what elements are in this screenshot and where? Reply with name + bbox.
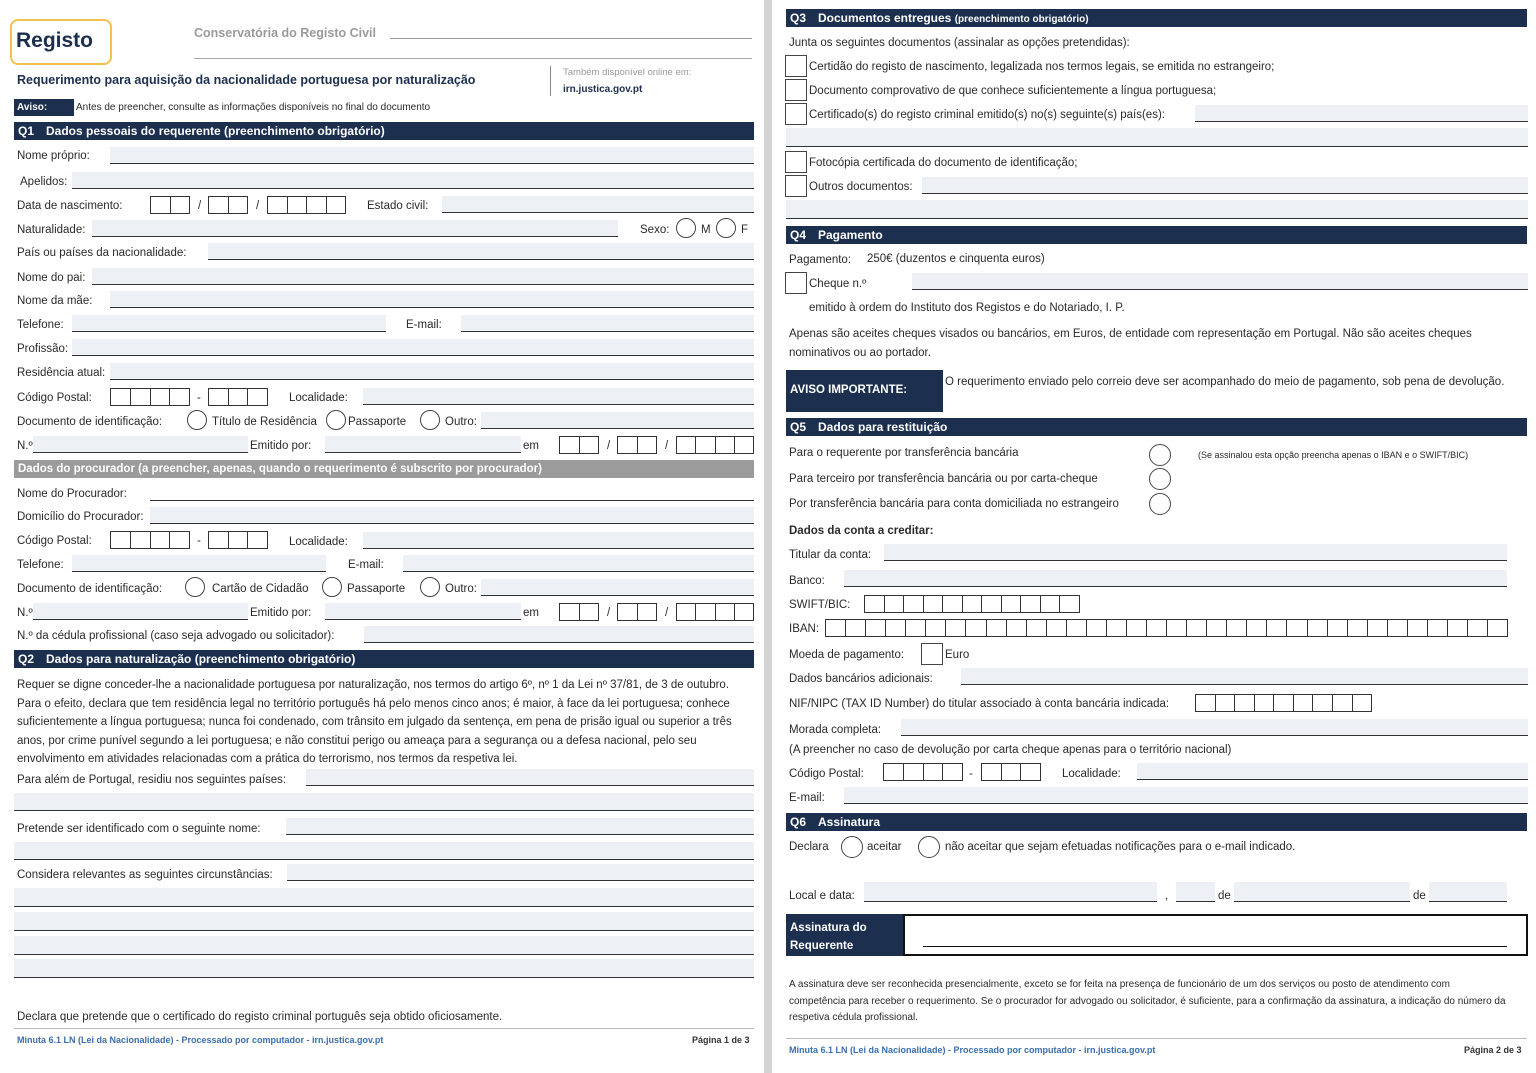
procurador-email-label: E-mail:: [348, 559, 384, 571]
circunstancias-field-3[interactable]: [14, 912, 754, 931]
pai-field[interactable]: [92, 268, 754, 285]
outros-documentos-field-1[interactable]: [922, 177, 1528, 194]
cp-dash: -: [197, 392, 201, 404]
nome-label: Nome próprio:: [17, 150, 90, 162]
telefone-field[interactable]: [72, 315, 386, 332]
apelidos-label: Apelidos:: [20, 176, 68, 188]
declara-label: Declara: [789, 841, 829, 853]
identificado-field-2[interactable]: [14, 842, 754, 860]
q3-intro: Junta os seguintes documentos (assinalar as opções pretendidas):: [789, 37, 1130, 49]
aceitar-radio[interactable]: [841, 836, 863, 858]
localidade-label: Localidade:: [289, 392, 348, 404]
circunstancias-label: Considera relevantes as seguintes circunstâncias:: [17, 869, 273, 881]
q3-number: Q3: [790, 11, 807, 25]
passaporte-label: Passaporte: [348, 416, 407, 428]
em-label: em: [523, 440, 539, 452]
registo-criminal-field-2[interactable]: [786, 128, 1528, 147]
circunstancias-field-5[interactable]: [14, 959, 754, 978]
titulo-residencia-label: Título de Residência: [212, 416, 317, 428]
fotocopia-checkbox[interactable]: [785, 151, 807, 173]
online-url[interactable]: irn.justica.gov.pt: [563, 84, 643, 95]
page-number: Página 2 de 3: [1464, 1045, 1522, 1055]
comprovativo-lingua-label: Documento comprovativo de que conhece suficientemente a língua portuguesa;: [809, 85, 1217, 97]
restituicao-requerente-label: Para o requerente por transferência bancária: [789, 447, 1019, 459]
q1-title: Dados pessoais do requerente (preenchimento obrigatório): [46, 124, 385, 138]
nascimento-day-boxes[interactable]: [150, 196, 190, 214]
sexo-f-radio[interactable]: [716, 218, 736, 238]
q3-title: Documentos entregues: [818, 11, 952, 25]
codigo-postal-label: Código Postal:: [17, 392, 92, 404]
cheque-label: Cheque n.º: [809, 278, 867, 290]
date-separator: /: [607, 440, 611, 452]
estado-civil-field[interactable]: [442, 196, 754, 213]
swift-label: SWIFT/BIC:: [789, 599, 851, 611]
q5-header: [786, 418, 1527, 436]
nascimento-year-boxes[interactable]: [267, 196, 346, 214]
naturalidade-label: Naturalidade:: [17, 224, 86, 236]
de-label-2: de: [1413, 890, 1426, 902]
nif-label: NIF/NIPC (TAX ID Number) do titular associado à conta bancária indicada:: [789, 698, 1170, 710]
paises-field-1[interactable]: [306, 769, 754, 786]
procurador-documento-label: Documento de identificação:: [17, 583, 163, 595]
restituicao-estrangeiro-label: Por transferência bancária para conta domiciliada no estrangeiro: [789, 498, 1119, 510]
restituicao-email-field[interactable]: [844, 787, 1528, 804]
form-page-1: [0, 0, 764, 1073]
banco-field[interactable]: [844, 570, 1507, 587]
q4-header: [786, 226, 1527, 244]
emissao-day-boxes[interactable]: [559, 436, 599, 454]
emitido-label: Emitido por:: [250, 440, 312, 452]
q5-title: Dados para restituição: [818, 420, 948, 434]
procurador-outro-radio[interactable]: [420, 577, 440, 597]
circunstancias-field-2[interactable]: [14, 888, 754, 907]
procurador-domicilio-field[interactable]: [150, 507, 754, 524]
local-data-label: Local e data:: [789, 890, 855, 902]
outro-radio[interactable]: [420, 410, 440, 430]
conta-heading: Dados da conta a creditar:: [789, 525, 934, 537]
conservatoria-field[interactable]: [390, 22, 752, 39]
de-label-1: de: [1218, 890, 1231, 902]
procurador-month-boxes[interactable]: [617, 603, 657, 621]
sexo-m-label: M: [701, 224, 711, 236]
paises-label: Para além de Portugal, residiu nos seguintes países:: [17, 774, 287, 786]
procurador-title: Dados do procurador (a preencher, apenas, quando o requerimento é subscrito por procurador): [18, 463, 542, 475]
procurador-numero-label: N.º: [17, 607, 33, 619]
adicionais-label: Dados bancários adicionais:: [789, 673, 933, 685]
header-divider: [550, 66, 551, 96]
procurador-nome-field[interactable]: [150, 484, 754, 501]
cp-dash: -: [969, 768, 973, 780]
iban-label: IBAN:: [789, 623, 820, 635]
local-comma: ,: [1165, 890, 1169, 902]
procurador-domicilio-label: Domicílio do Procurador:: [17, 511, 144, 523]
restituicao-cp-suffix-boxes[interactable]: [981, 763, 1041, 781]
nascimento-label: Data de nascimento:: [17, 200, 123, 212]
nascimento-month-boxes[interactable]: [208, 196, 248, 214]
mae-label: Nome da mãe:: [17, 295, 93, 307]
cp-dash: -: [197, 535, 201, 547]
cedula-field[interactable]: [364, 626, 754, 643]
restituicao-requerente-radio[interactable]: [1149, 444, 1171, 466]
sexo-m-radio[interactable]: [676, 218, 696, 238]
email-field[interactable]: [461, 315, 754, 332]
adicionais-field[interactable]: [961, 668, 1528, 685]
circunstancias-field-1[interactable]: [287, 864, 754, 881]
registo-criminal-field-1[interactable]: [1195, 105, 1528, 122]
nif-boxes[interactable]: [1195, 694, 1372, 712]
assinatura-box[interactable]: [903, 914, 1528, 956]
ano-field[interactable]: [1429, 882, 1507, 902]
assinatura-label-box: [786, 914, 903, 956]
procurador-telefone-label: Telefone:: [17, 559, 64, 571]
nome-field[interactable]: [110, 147, 754, 164]
titular-label: Titular da conta:: [789, 549, 872, 561]
cartao-cidadao-radio[interactable]: [185, 577, 205, 597]
q5-number: Q5: [790, 420, 807, 434]
q3-header: [786, 9, 1527, 27]
restituicao-localidade-label: Localidade:: [1062, 768, 1121, 780]
emissao-month-boxes[interactable]: [617, 436, 657, 454]
procurador-em-label: em: [523, 607, 539, 619]
restituicao-localidade-field[interactable]: [1137, 763, 1528, 780]
circunstancias-field-4[interactable]: [14, 936, 754, 955]
moeda-label: Moeda de pagamento:: [789, 649, 905, 661]
restituicao-cp-label: Código Postal:: [789, 768, 864, 780]
date-separator: /: [256, 200, 260, 212]
procurador-outro-field[interactable]: [481, 579, 754, 596]
email-label: E-mail:: [406, 319, 442, 331]
naturalidade-field[interactable]: [92, 220, 618, 237]
aceitar-label: aceitar: [867, 841, 902, 853]
codigo-postal-boxes[interactable]: [110, 388, 190, 406]
procurador-passaporte-radio[interactable]: [322, 577, 342, 597]
mae-field[interactable]: [110, 291, 754, 308]
procurador-numero-field[interactable]: [33, 603, 248, 620]
q2-title: Dados para naturalização (preenchimento obrigatório): [46, 652, 356, 666]
documento-label: Documento de identificação:: [17, 416, 163, 428]
outros-documentos-checkbox[interactable]: [785, 175, 807, 197]
codigo-postal-suffix-boxes[interactable]: [208, 388, 268, 406]
cartao-cidadao-label: Cartão de Cidadão: [212, 583, 309, 595]
logo-text: Registo: [16, 29, 94, 52]
cheque-numero-field[interactable]: [912, 273, 1528, 290]
numero-field[interactable]: [33, 436, 248, 453]
estado-civil-label: Estado civil:: [367, 200, 429, 212]
footer-rule: [786, 1038, 1527, 1039]
pais-nacionalidade-label: País ou países da nacionalidade:: [17, 247, 187, 259]
q6-header: [786, 813, 1527, 831]
residencia-label: Residência atual:: [17, 367, 106, 379]
identificado-field-1[interactable]: [286, 818, 754, 835]
outro-field[interactable]: [481, 412, 754, 429]
date-separator: /: [665, 607, 669, 619]
sexo-label: Sexo:: [640, 224, 670, 236]
titulo-residencia-radio[interactable]: [187, 410, 207, 430]
local-field[interactable]: [864, 882, 1157, 902]
q1-number: Q1: [18, 124, 35, 138]
restituicao-estrangeiro-radio[interactable]: [1149, 493, 1171, 515]
assinatura-label: Assinatura do Requerente: [790, 922, 867, 952]
aviso-importante-text: O requerimento enviado pelo correio deve ser acompanhado do meio de pagamento, sob pena de devolução.: [945, 376, 1505, 388]
identificado-label: Pretende ser identificado com o seguinte nome:: [17, 823, 261, 835]
aviso-importante-label: AVISO IMPORTANTE:: [790, 384, 908, 396]
outro-label: Outro:: [445, 416, 477, 428]
residencia-field[interactable]: [110, 363, 754, 380]
q4-title: Pagamento: [818, 228, 883, 242]
pais-nacionalidade-field[interactable]: [208, 243, 754, 260]
profissao-label: Profissão:: [17, 343, 69, 355]
procurador-email-field[interactable]: [403, 555, 754, 572]
titular-field[interactable]: [884, 544, 1507, 561]
procurador-outro-label: Outro:: [445, 583, 477, 595]
certidao-label: Certidão do registo de nascimento, legalizada nos termos legais, se emitida no estrangeiro;: [809, 61, 1275, 73]
footer-rule: [14, 1028, 754, 1029]
q2-header: [14, 650, 754, 668]
iban-boxes[interactable]: [825, 619, 1508, 637]
procurador-passaporte-label: Passaporte: [347, 583, 406, 595]
comprovativo-lingua-checkbox[interactable]: [785, 79, 807, 101]
emitido-field[interactable]: [325, 436, 521, 453]
profissao-field[interactable]: [72, 339, 754, 356]
online-label: Também disponível online em:: [563, 67, 692, 78]
registo-logo: [10, 19, 112, 65]
restituicao-cp-boxes[interactable]: [883, 763, 963, 781]
morada-field[interactable]: [901, 719, 1528, 736]
procurador-telefone-field[interactable]: [72, 555, 326, 572]
procurador-cp-boxes[interactable]: [110, 531, 190, 549]
morada-nota: (A preencher no caso de devolução por carta cheque apenas para o território nacional): [789, 744, 1232, 756]
sexo-f-label: F: [741, 224, 749, 236]
procurador-year-boxes[interactable]: [676, 603, 754, 621]
paises-field-2[interactable]: [14, 793, 754, 811]
procurador-localidade-field[interactable]: [363, 532, 754, 549]
cedula-label: N.º da cédula profissional (caso seja advogado ou solicitador):: [17, 630, 335, 642]
header-rule: [194, 58, 752, 59]
pagamento-valor: 250€ (duzentos e cinquenta euros): [867, 253, 1045, 265]
q4-number: Q4: [790, 228, 807, 242]
numero-label: N.º: [17, 440, 33, 452]
q6-title: Assinatura: [818, 815, 881, 829]
cheque-checkbox[interactable]: [785, 272, 807, 294]
procurador-nome-label: Nome do Procurador:: [17, 488, 127, 500]
swift-boxes[interactable]: [864, 595, 1080, 613]
nao-aceitar-radio[interactable]: [918, 836, 940, 858]
q6-number: Q6: [790, 815, 807, 829]
registo-criminal-label: Certificado(s) do registo criminal emitido(s) no(s) seguinte(s) país(es):: [809, 109, 1165, 121]
procurador-emitido-label: Emitido por:: [250, 607, 312, 619]
emissao-year-boxes[interactable]: [676, 436, 754, 454]
nao-aceitar-label: não aceitar que sejam efetuadas notificações para o e-mail indicado.: [945, 841, 1296, 853]
restituicao-email-label: E-mail:: [789, 792, 825, 804]
q3-note: (preenchimento obrigatório): [954, 14, 1089, 25]
footer-text: Minuta 6.1 LN (Lei da Nacionalidade) - Processado por computador - irn.justica.gov.pt: [789, 1045, 1156, 1055]
assinatura-note: A assinatura deve ser reconhecida presencialmente, exceto se for feita na presença de funcionário de um dos serviços ou posto de atendimento com competência para receber o requerimento. Se o procurador for advogado ou solicitador, é suficiente, para a confirmação da assinatura, a indicação do número da respetiva cédula profissional.: [789, 979, 1506, 1023]
certificado-declaration: Declara que pretende que o certificado do registo criminal português seja obtido oficiosamente.: [17, 1011, 503, 1023]
euro-checkbox[interactable]: [921, 643, 943, 665]
procurador-cp-label: Código Postal:: [17, 535, 92, 547]
q2-declaration-text: Requer se digne conceder-lhe a nacionalidade portuguesa por naturalização, nos termos do artigo 6º, nº 1 da Lei nº 37/81, de 3 de outubro. Para o efeito, declara que tem residência legal no território português há pelo menos cinco anos; é maior, à face da lei portuguesa; conhece suficientemente a língua portuguesa; nunca foi condenado, com trânsito em julgado da sentença, em pena de prisão igual ou superior a três anos, por crime punível segundo a lei portuguesa; e não constitui perigo ou ameaça para a segurança ou a defesa nacional, pelo seu envolvimento em atividades relacionadas com a prática do terrorismo, nos termos da respetiva lei.: [17, 679, 732, 765]
registo-criminal-checkbox[interactable]: [785, 103, 807, 125]
banco-label: Banco:: [789, 575, 825, 587]
procurador-emitido-field[interactable]: [325, 603, 521, 620]
morada-label: Morada completa:: [789, 724, 882, 736]
q2-number: Q2: [18, 652, 35, 666]
procurador-day-boxes[interactable]: [559, 603, 599, 621]
procurador-header: [14, 460, 754, 478]
form-title: Requerimento para aquisição da nacionalidade portuguesa por naturalização: [17, 73, 476, 87]
date-separator: /: [198, 200, 202, 212]
restituicao-terceiro-label: Para terceiro por transferência bancária ou por carta-cheque: [789, 473, 1098, 485]
date-separator: /: [607, 607, 611, 619]
passaporte-radio[interactable]: [326, 410, 346, 430]
localidade-field[interactable]: [363, 388, 754, 405]
outros-documentos-label: Outros documentos:: [809, 181, 913, 193]
mes-field[interactable]: [1234, 882, 1410, 902]
apelidos-field[interactable]: [72, 172, 754, 189]
form-page-2: [772, 0, 1536, 1073]
procurador-cp-suffix-boxes[interactable]: [208, 531, 268, 549]
aviso-label: Aviso:: [17, 102, 48, 113]
aviso-importante-box: [786, 370, 943, 412]
procurador-localidade-label: Localidade:: [289, 536, 348, 548]
telefone-label: Telefone:: [17, 319, 64, 331]
certidao-checkbox[interactable]: [785, 55, 807, 77]
cheque-info: Apenas são aceites cheques visados ou bancários, em Euros, de entidade com representação em Portugal. Não são aceites cheques nominativos ou ao portador.: [789, 328, 1472, 359]
outros-documentos-field-2[interactable]: [786, 200, 1528, 219]
assinatura-line: [923, 946, 1507, 947]
restituicao-terceiro-radio[interactable]: [1149, 468, 1171, 490]
cheque-ordem: emitido à ordem do Instituto dos Registos e do Notariado, I. P.: [809, 302, 1125, 314]
q1-header: [14, 122, 754, 140]
aviso-badge: [14, 99, 74, 116]
pagamento-label: Pagamento:: [789, 254, 852, 266]
conservatoria-label: Conservatória do Registo Civil: [194, 26, 376, 40]
footer-text: Minuta 6.1 LN (Lei da Nacionalidade) - Processado por computador - irn.justica.gov.pt: [17, 1035, 384, 1045]
fotocopia-label: Fotocópia certificada do documento de identificação;: [809, 157, 1078, 169]
euro-label: Euro: [945, 649, 970, 661]
aviso-text: Antes de preencher, consulte as informações disponíveis no final do documento: [76, 102, 431, 113]
dia-field[interactable]: [1176, 882, 1215, 902]
page-number: Página 1 de 3: [692, 1035, 750, 1045]
restituicao-requerente-note: (Se assinalou esta opção preencha apenas o IBAN e o SWIFT/BIC): [1198, 450, 1469, 460]
pai-label: Nome do pai:: [17, 272, 86, 284]
date-separator: /: [665, 440, 669, 452]
